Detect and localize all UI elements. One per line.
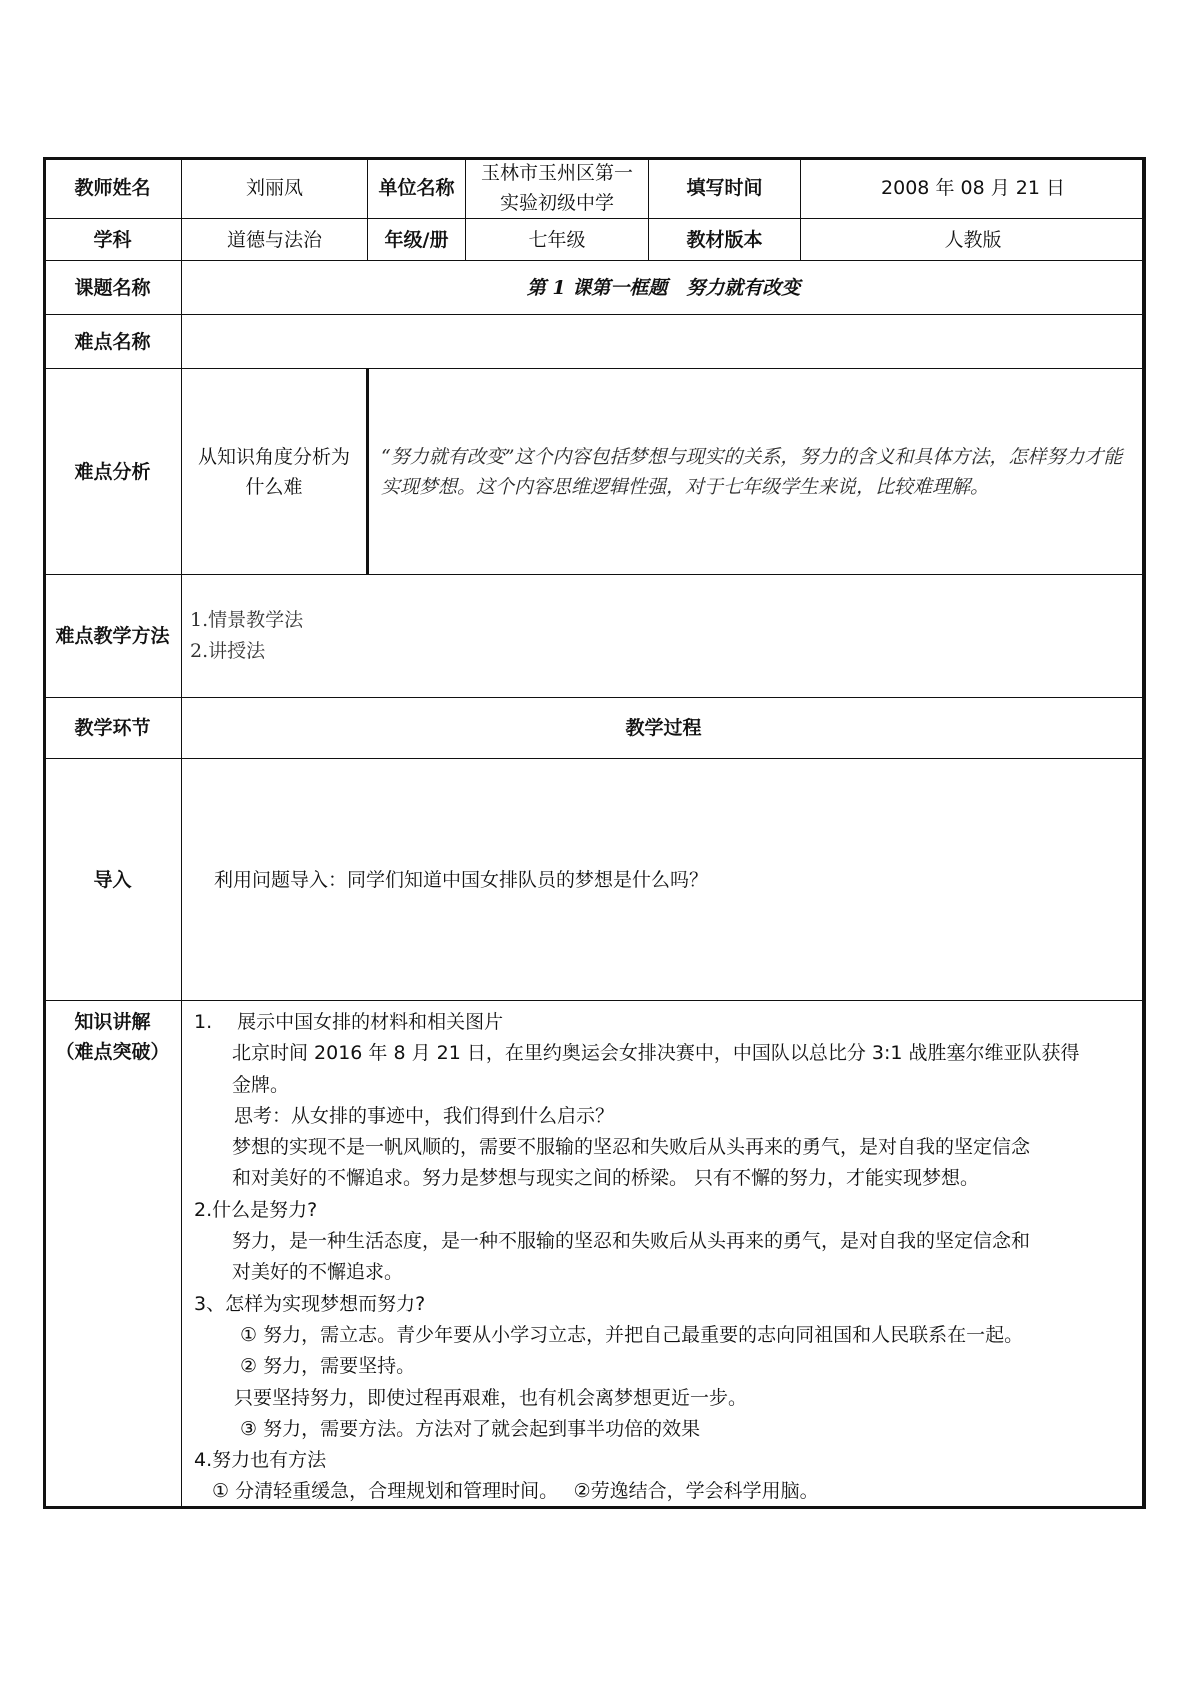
knowledge-line: ② 努力，需要坚持。 (240, 1355, 416, 1378)
grade-value: 七年级 (466, 219, 649, 261)
table-outer-border (43, 157, 1145, 1509)
lesson-title-label: 课题名称 (44, 261, 182, 315)
analysis-label: 难点分析 (44, 369, 182, 575)
knowledge-label-line1: 知识讲解 (74, 1011, 151, 1033)
subject-value: 道德与法治 (182, 219, 368, 261)
knowledge-line: 梦想的实现不是一帆风顺的，需要不服输的坚忍和失败后从头再来的勇气，是对自我的坚定信念 (232, 1136, 1031, 1159)
knowledge-line: 北京时间 2016 年 8 月 21 日，在里约奥运会女排决赛中，中国队以总比分 3:1 战胜塞尔维亚队获得 (232, 1042, 1080, 1065)
date-value: 2008 年 08 月 21 日 (801, 158, 1146, 219)
method-item: 1.情景教学法 (190, 609, 304, 631)
edition-value: 人教版 (801, 219, 1146, 261)
lesson-title-value: 第 1 课第一框题 努力就有改变 (182, 261, 1146, 315)
stage-label: 教学环节 (44, 698, 182, 759)
knowledge-line: 只要坚持努力，即使过程再艰难，也有机会离梦想更近一步。 (234, 1386, 748, 1409)
intro-text: 利用问题导入：同学们知道中国女排队员的梦想是什么吗？ (182, 759, 1146, 1001)
intro-label: 导入 (44, 759, 182, 1001)
knowledge-line: 4.努力也有方法 (194, 1449, 327, 1472)
analysis-sub-label: 从知识角度分析为什么难 (182, 369, 368, 575)
knowledge-line: 金牌。 (232, 1073, 290, 1096)
knowledge-line: 努力，是一种生活态度，是一种不服输的坚忍和失败后从头再来的勇气，是对自我的坚定信念和 (232, 1230, 1031, 1253)
teacher-value: 刘丽凤 (182, 158, 368, 219)
methods-label: 难点教学方法 (44, 575, 182, 698)
knowledge-line: 思考：从女排的事迹中，我们得到什么启示？ (234, 1104, 615, 1127)
knowledge-label-line2: （难点突破） (55, 1041, 170, 1063)
knowledge-line: 2.什么是努力? (194, 1198, 318, 1221)
knowledge-line: ① 分清轻重缓急，合理规划和管理时间。 ②劳逸结合，学会科学用脑。 (212, 1480, 819, 1503)
unit-value-line2: 实验初级中学 (499, 192, 614, 214)
subject-label: 学科 (44, 219, 182, 261)
knowledge-line: ① 努力，需立志。青少年要从小学习立志，并把自己最重要的志向同祖国和人民联系在一起。 (240, 1323, 1024, 1346)
date-label: 填写时间 (649, 158, 801, 219)
knowledge-line: 3、怎样为实现梦想而努力? (194, 1292, 426, 1315)
analysis-text: “努力就有改变”这个内容包括梦想与现实的关系，努力的含义和具体方法，怎样努力才能实现梦想。这个内容思维逻辑性强，对于七年级学生来说，比较难理解。 (368, 369, 1146, 575)
knowledge-line: 1. 展示中国女排的材料和相关图片 (194, 1011, 504, 1033)
unit-value-line1: 玉林市玉州区第一 (480, 162, 633, 184)
method-item: 2.讲授法 (190, 640, 266, 662)
teacher-label: 教师姓名 (44, 158, 182, 219)
unit-label: 单位名称 (368, 158, 466, 219)
edition-label: 教材版本 (649, 219, 801, 261)
knowledge-line: ③ 努力，需要方法。方法对了就会起到事半功倍的效果 (240, 1417, 701, 1440)
grade-label: 年级/册 (368, 219, 466, 261)
process-label: 教学过程 (182, 698, 1146, 759)
knowledge-line: 和对美好的不懈追求。努力是梦想与现实之间的桥梁。 只有不懈的努力，才能实现梦想。 (232, 1167, 980, 1190)
knowledge-line: 对美好的不懈追求。 (232, 1261, 404, 1284)
difficulty-label: 难点名称 (44, 315, 182, 369)
